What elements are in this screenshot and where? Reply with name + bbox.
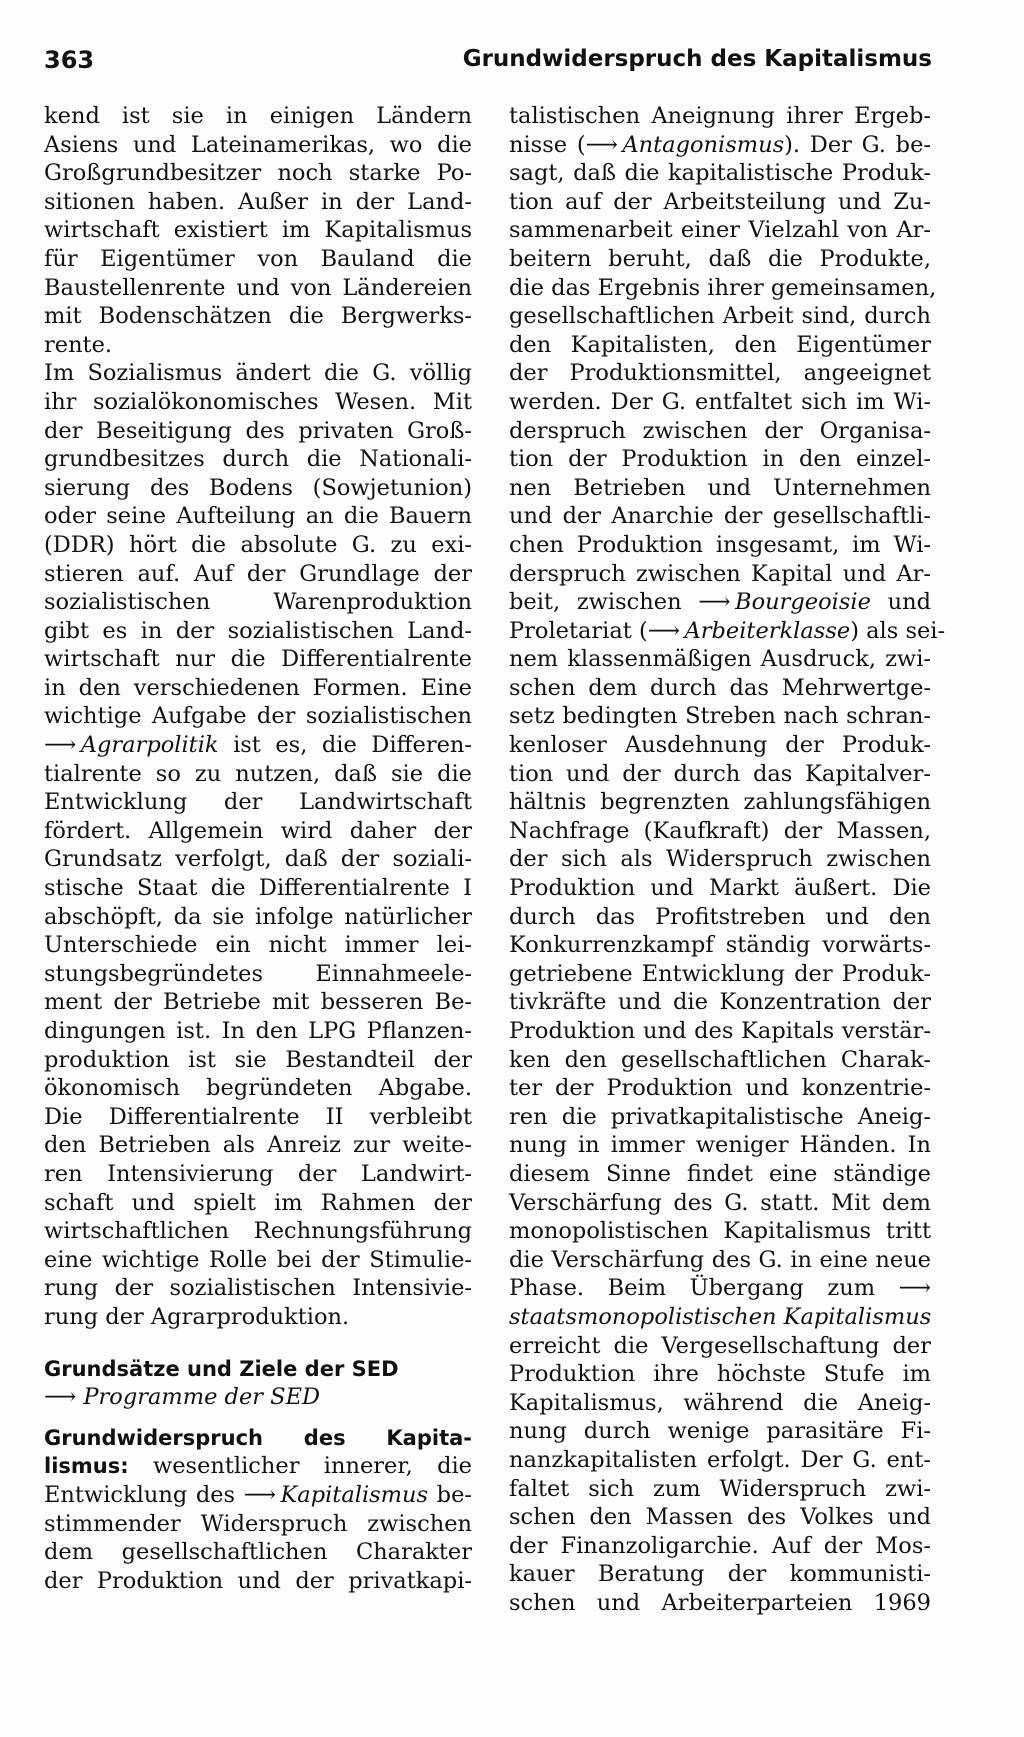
text-line: der Produktionsmittel, angeeignet (509, 360, 931, 387)
text-line: ter der Produktion und konzentrie- (509, 1075, 931, 1102)
text-line: sierung des Bodens (Sowjetunion) (44, 474, 472, 501)
text-line: der sich als Widerspruch zwischen (509, 846, 931, 873)
text-line: den Betrieben als Anreiz zur weite- (44, 1132, 472, 1159)
text-line: in den verschiedenen Formen. Eine (44, 674, 472, 701)
text-line: Nachfrage (Kaufkraft) der Massen, (509, 817, 931, 844)
text-line: Konkurrenzkampf ständig vorwärts- (509, 932, 931, 959)
text-line: oder seine Aufteilung an die Bauern (44, 503, 472, 530)
text-line: diesem Sinne findet eine ständige (509, 1160, 931, 1187)
text-line: werden. Der G. entfaltet sich im Wi- (509, 388, 931, 415)
running-head: Grundwiderspruch des Kapitalismus (462, 46, 932, 72)
text-line: der Produktion und der privatkapi- (44, 1567, 472, 1594)
text-line: eine wichtige Rolle bei der Stimulie- (44, 1246, 472, 1273)
text-line: mit Bodenschätzen die Bergwerks- (44, 303, 472, 330)
text-line: der Beseitigung des privaten Groß- (44, 417, 472, 444)
text-line: tion auf der Arbeitsteilung und Zu- (509, 188, 931, 215)
text-line: die Verschärfung des G. in eine neue (509, 1246, 931, 1273)
text-line: tivkräfte und die Konzentration der (509, 989, 931, 1016)
text-line: tialrente so zu nutzen, daß sie die (44, 760, 472, 787)
cross-reference-arrow-icon: ⟶ (898, 1275, 931, 1302)
text-line: wichtige Aufgabe der sozialistischen (44, 703, 472, 730)
text-line: Produktion ihre höchste Stufe im (509, 1361, 931, 1388)
text-line: schen den Massen des Volkes und (509, 1504, 931, 1531)
cross-reference-arrow-icon: ⟶ (647, 617, 681, 644)
text-line: beitern beruht, daß die Produkte, (509, 245, 931, 272)
text-line: tion der Produktion in den einzel- (509, 446, 931, 473)
text-line: ment der Betriebe mit besseren Be- (44, 989, 472, 1016)
text-line: sagt, daß die kapitalistische Produk- (509, 160, 931, 187)
text-line: beit, zwischen ⟶ Bourgeoisie und (509, 589, 931, 616)
text-line: gesellschaftlichen Arbeit sind, durch (509, 303, 931, 330)
text-line: schen dem durch das Mehrwertge- (509, 674, 931, 701)
text-line: setz bedingten Streben nach schran- (509, 703, 931, 730)
cross-reference-link[interactable]: Bourgeoisie (735, 589, 871, 616)
text-line: Entwicklung des ⟶ Kapitalismus be- (44, 1481, 472, 1508)
text-line: wirtschaftlichen Rechnungsführung (44, 1218, 472, 1245)
paragraph (44, 102, 472, 359)
text-line: Asiens und Lateinamerikas, wo die (44, 131, 472, 158)
text-line: durch das Profitstreben und den (509, 903, 931, 930)
cross-reference-arrow-icon: ⟶ (698, 589, 731, 616)
cross-reference-arrow-icon: ⟶ (44, 732, 77, 759)
text-line: monopolistischen Kapitalismus tritt (509, 1218, 931, 1245)
cross-reference-link[interactable]: staatsmonopolistischen Kapitalismus (509, 1303, 932, 1330)
text-line: die das Ergebnis ihrer gemeinsamen, (509, 274, 937, 301)
paragraph (44, 359, 472, 1331)
text-line: schaft und spielt im Rahmen der (44, 1189, 472, 1216)
cross-reference-arrow-icon: ⟶ (243, 1481, 276, 1508)
text-line: rung der Agrarproduktion. (44, 1303, 350, 1330)
text-line: Unterschiede ein nicht immer lei- (44, 932, 472, 959)
text-line: Entwicklung der Landwirtschaft (44, 789, 472, 816)
page-header (44, 46, 932, 80)
entry-heading: Grundsätze und Ziele der SED (44, 1356, 399, 1381)
text-line: ren Intensivierung der Landwirt- (44, 1160, 472, 1187)
text-line: dingungen ist. In den LPG Pflanzen- (44, 1018, 472, 1044)
page-number: 363 (44, 46, 95, 74)
text-line: fördert. Allgemein wird daher der (44, 817, 472, 844)
text-line: nung in immer weniger Händen. In (509, 1132, 931, 1159)
text-line: (DDR) hört die absolute G. zu exi- (44, 531, 472, 558)
text-line: wirtschaft nur die Differentialrente (44, 646, 472, 673)
text-line: nisse (⟶ Antagonismus). Der G. be- (509, 131, 931, 158)
cross-reference-link[interactable]: Antagonismus (622, 131, 785, 158)
text-line: derspruch zwischen Kapital und Ar- (509, 560, 931, 587)
text-line: Die Differentialrente II verbleibt (44, 1103, 472, 1130)
text-line: ren die privatkapitalistische Aneig- (509, 1103, 931, 1130)
text-line: Im Sozialismus ändert die G. völlig (44, 360, 472, 387)
text-line: kauer Beratung der kommunisti- (509, 1561, 931, 1588)
text-line: sitionen haben. Außer in der Land- (44, 188, 472, 215)
text-line: nung durch wenige parasitäre Fi- (509, 1418, 931, 1445)
text-line: nanzkapitalisten erfolgt. Der G. ent- (509, 1446, 931, 1473)
text-line: rente. (44, 331, 113, 358)
dictionary-entry (44, 1355, 472, 1412)
text-line: Produktion und Markt äußert. Die (509, 875, 931, 902)
text-line: dem gesellschaftlichen Charakter (44, 1539, 472, 1566)
text-line: faltet sich zum Widerspruch zwi- (509, 1475, 931, 1502)
text-line: stieren auf. Auf der Grundlage der (44, 560, 472, 587)
text-line: Großgrundbesitzer noch starke Po- (44, 160, 472, 187)
text-line: erreicht die Vergesellschaftung der (509, 1332, 931, 1359)
dictionary-entry (44, 1424, 472, 1596)
text-line: gibt es in der sozialistischen Land- (44, 617, 472, 644)
text-line: produktion ist sie Bestandteil der (44, 1046, 472, 1073)
text-line: talistischen Aneignung ihrer Ergeb- (509, 103, 931, 129)
text-line: für Eigentümer von Bauland die (44, 245, 472, 272)
text-line: tion und der durch das Kapitalver- (509, 760, 931, 787)
text-line: kenloser Ausdehnung der Produk- (509, 732, 931, 759)
text-line: den Kapitalisten, den Eigentümer (509, 331, 931, 358)
text-line: nen Betrieben und Unternehmen (509, 474, 931, 501)
text-line: stische Staat die Differentialrente I (44, 875, 472, 902)
text-line: kend ist sie in einigen Ländern (44, 103, 472, 129)
entry-heading: lismus: (44, 1454, 129, 1479)
text-line: ⟶ Agrarpolitik ist es, die Differen- (44, 732, 472, 759)
entry-heading: Grundwiderspruch des Kapita- (44, 1425, 472, 1450)
text-line: Grundsatz verfolgt, daß der soziali- (44, 846, 472, 873)
text-line: chen Produktion insgesamt, im Wi- (509, 531, 931, 558)
cross-reference-link[interactable]: ⟶ Programme der SED (44, 1384, 321, 1411)
text-line: Verschärfung des G. statt. Mit dem (509, 1189, 931, 1216)
text-line: stimmender Widerspruch zwischen (44, 1510, 472, 1537)
text-line: abschöpft, da sie infolge natürlicher (44, 903, 472, 930)
text-line: sammenarbeit einer Vielzahl von Ar- (509, 217, 931, 244)
text-line: ken den gesellschaftlichen Charak- (509, 1046, 931, 1073)
cross-reference-link[interactable]: Agrarpolitik (80, 732, 219, 759)
text-line: wirtschaft existiert im Kapitalismus (44, 217, 472, 244)
text-line: und der Anarchie der gesellschaftli- (509, 503, 931, 530)
text-line: schen und Arbeiterparteien 1969 (509, 1589, 931, 1616)
text-line: ökonomisch begründeten Abgabe. (44, 1075, 472, 1102)
right-column (509, 102, 946, 1617)
text-line: Phase. Beim Übergang zum ⟶ (509, 1275, 931, 1302)
text-line: Produktion und des Kapitals verstär- (509, 1018, 931, 1044)
left-column (44, 102, 472, 1595)
cross-reference-arrow-icon: ⟶ (585, 131, 618, 158)
text-line: sozialistischen Warenproduktion (44, 589, 472, 616)
text-line: Proletariat (⟶ Arbeiterklasse) als sei- (509, 617, 946, 644)
cross-reference-link[interactable]: Kapitalismus (280, 1481, 429, 1508)
text-line: Baustellenrente und von Ländereien (44, 274, 472, 301)
text-line: derspruch zwischen der Organisa- (509, 417, 931, 444)
text-line: hältnis begrenzten zahlungsfähigen (509, 789, 931, 816)
text-line: getriebene Entwicklung der Produk- (509, 960, 931, 987)
cross-reference-link[interactable]: Arbeiterklasse (684, 617, 851, 644)
text-line: der Finanzoligarchie. Auf der Mos- (509, 1532, 931, 1559)
text-line: Kapitalismus, während die Aneig- (509, 1389, 931, 1416)
text-line: ihr sozialökonomisches Wesen. Mit (44, 388, 472, 415)
text-line: rung der sozialistischen Intensivie- (44, 1275, 472, 1302)
text-line: lismus: wesentlicher innerer, die (44, 1453, 472, 1480)
text-line: nem klassenmäßigen Ausdruck, zwi- (509, 646, 931, 673)
text-line: grundbesitzes durch die Nationali- (44, 446, 472, 473)
text-line: stungsbegründetes Einnahmeele- (44, 960, 472, 987)
